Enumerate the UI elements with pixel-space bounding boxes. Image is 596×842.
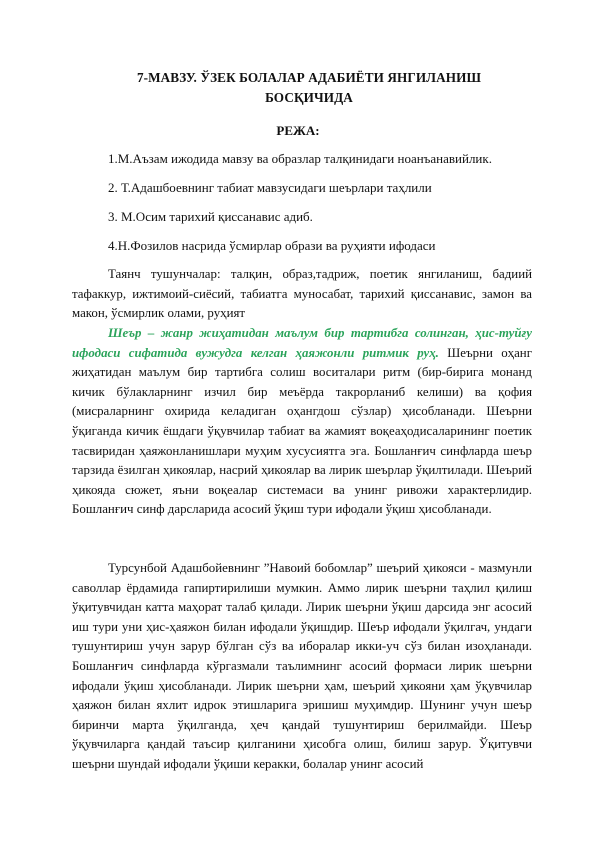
plan-item: 2. Т.Адашбоевнинг табиат мавзусидаги шеърлари таҳлили (108, 180, 432, 195)
analysis-paragraph: Турсунбой Адашбойевнинг ”Навоий бобомлар” шеърий ҳикояси - мазмунли саволлар ёрдамида гапиртирилиши мумкин. Аммо лирик шеърни таҳлил қилиш ўқитувчидан катта маҳорат талаб қилади. Лирик шеърни ўқиш дарсида энг асосий иш тури уни ҳис-ҳаяжон билан ифодали ўқишдир. Шеър ифодали ўқилгач, ундаги тушунтириш учун зарур бўлган сўз ва иборалар икки-уч сўз билан изоҳланади. Бошланғич синфларда кўргазмали таълимнинг асосий формаси лирик шеърни ифодали ўқиш ҳисобланади. Лирик шеърни ҳам, шеърий ҳикояни ҳам ўқувчилар ҳаяжон билан яхлит идрок этишларига эришиш муҳимдир. Шунинг учун шеър биринчи марта ўқилганда, ҳеч қандай тушунтириш берилмайди. Шеър ўқувчиларга қандай таъсир қилганини ҳисобга олиш, билиш зарур. Ўқитувчи шеърни шундай ифодали ўқиши керакки, болалар унинг асосий (72, 561, 532, 771)
highlighted-definition: Шеър – жанр жиҳатидан маълум бир тартибга солинган, ҳис-туйғу ифодаси сифатида вужудга келган ҳаяжонли ритмик руҳ. (72, 326, 532, 360)
page-title: 7-МАВЗУ. ЎЗЕК БОЛАЛАР АДАБИЁТИ ЯНГИЛАНИШ БОСҚИЧИДА (136, 70, 482, 105)
plan-list (108, 150, 528, 266)
definition-body-text: Шеърни оҳанг жиҳатидан маълум бир тартибга солиш воситалари ритм (бир-бирига монанд кичик бўлакларнинг изчил бир меъёрда такрорланиб келиши) ва қофия (мисраларнинг охирида келадиган оҳангдош сўзлар) ҳисобланади. Шеърни ўқиганда кичик ёшдаги ўқувчилар табиат ва жамият воқеаҳодисаларининг поетик тасвиридан ҳаяжонланишлари муҳим хусусиятга эга. Бошланғич синфларда шеър тарзида ёзилган ҳикоялар, насрий ҳикоялар ва лирик шеърлар ўқилтилади. Шеърий ҳикояда сюжет, яъни воқеалар системаси ва унинг ривожи характерлидир. Бошланғич синф дарсларида асосий ўқиш тури ифодали ўқиш ҳисобланади. (72, 345, 532, 517)
keywords-paragraph: Таянч тушунчалар: талқин, образ,тадриж, поетик янгиланиш, бадиий тафаккур, ижтимоий-сиёсий, табиатга муносабат, тарихий қиссанавис, замон ва макон, ўсмирлик олами, руҳият (72, 267, 532, 321)
plan-heading: РЕЖА: (276, 123, 320, 138)
plan-item: 4.Н.Фозилов насрида ўсмирлар образи ва руҳияти ифодаси (108, 238, 436, 253)
plan-item: 1.М.Аъзам ижодида мавзу ва образлар талқинидаги ноанъанавийлик. (108, 151, 492, 166)
plan-item: 3. М.Осим тарихий қиссанавис адиб. (108, 209, 313, 224)
poem-definition-paragraph (72, 324, 532, 520)
